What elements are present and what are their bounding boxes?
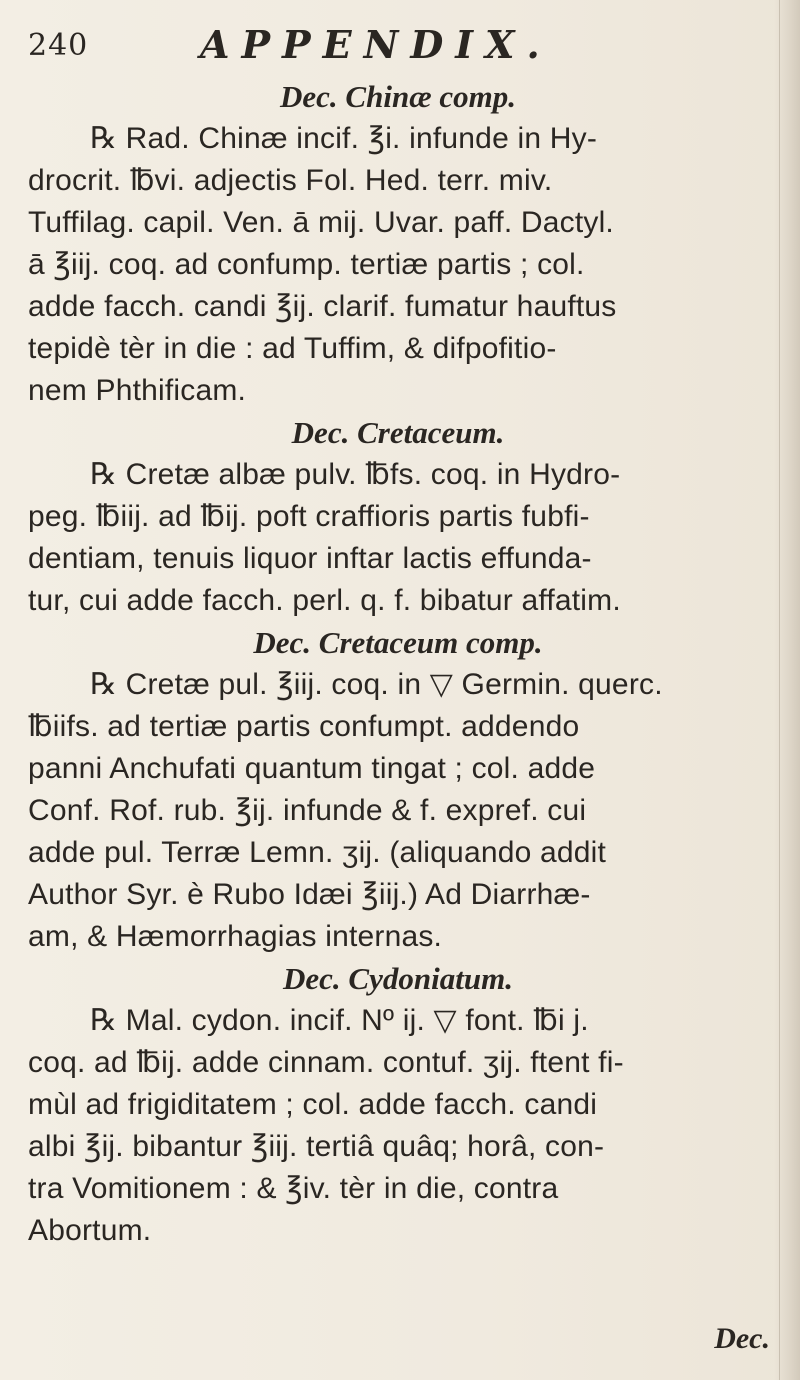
page-number: 240 [28, 28, 89, 63]
catchword: Dec. [714, 1322, 770, 1355]
adjacent-page-edge [779, 0, 780, 1380]
page-body [28, 76, 768, 1252]
recipe-heading: Dec. Cretaceum. [291, 415, 505, 450]
text-line: albi ℥ij. bibantur ℥iij. tertiâ quâq; horâ, con- [28, 1130, 605, 1163]
text-line: tra Vomitionem : & ℥iv. tèr in die, contra [28, 1172, 559, 1205]
text-line: dentiam, tenuis liquor inftar lactis effunda- [28, 542, 592, 575]
text-line: ℔iifs. ad tertiæ partis confumpt. addendo [28, 710, 580, 743]
text-line: adde pul. Terræ Lemn. ʒij. (aliquando addit [28, 836, 607, 869]
recipe-heading: Dec. Cydoniatum. [283, 961, 513, 996]
text-line: panni Anchufati quantum tingat ; col. adde [28, 752, 596, 785]
text-line: mùl ad frigiditatem ; col. adde facch. candi [28, 1088, 598, 1121]
text-line: adde facch. candi ℥ij. clarif. fumatur hauftus [28, 290, 617, 323]
text-line: nem Phthificam. [28, 374, 247, 407]
text-line: peg. ℔iij. ad ℔ij. poft craffioris partis fubfi- [28, 500, 590, 533]
text-line: tur, cui adde facch. perl. q. f. bibatur affatim. [28, 584, 621, 617]
recipe-heading: Dec. Chinæ comp. [280, 79, 516, 114]
running-head-title: APPENDIX. [200, 22, 552, 67]
text-line: Abortum. [28, 1214, 152, 1247]
text-line: ℞ Cretæ pul. ℥iij. coq. in ▽ Germin. querc. [90, 668, 663, 701]
text-line: ℞ Mal. cydon. incif. Nº ij. ▽ font. ℔i j. [90, 1004, 589, 1037]
text-line: ℞ Rad. Chinæ incif. ℥i. infunde in Hy- [90, 122, 598, 155]
text-line: drocrit. ℔vi. adjectis Fol. Hed. terr. miv. [28, 164, 553, 197]
running-head [28, 22, 768, 72]
text-line: Author Syr. è Rubo Idæi ℥iij.) Ad Diarrhæ- [28, 878, 591, 911]
text-line: coq. ad ℔ij. adde cinnam. contuf. ʒij. ftent fi- [28, 1046, 624, 1079]
page-edge-shadow [774, 0, 800, 1380]
text-line: Tuffilag. capil. Ven. ā mij. Uvar. paff. Dactyl. [28, 206, 614, 239]
text-line: ā ℥iij. coq. ad confump. tertiæ partis ; col. [28, 248, 585, 281]
text-line: ℞ Cretæ albæ pulv. ℔fs. coq. in Hydro- [90, 458, 621, 491]
text-line: am, & Hæmorrhagias internas. [28, 920, 443, 953]
recipe-heading: Dec. Cretaceum comp. [253, 625, 543, 660]
text-line: tepidè tèr in die : ad Tuffim, & difpofitio- [28, 332, 557, 365]
text-line: Conf. Rof. rub. ℥ij. infunde & f. expref. cui [28, 794, 587, 827]
